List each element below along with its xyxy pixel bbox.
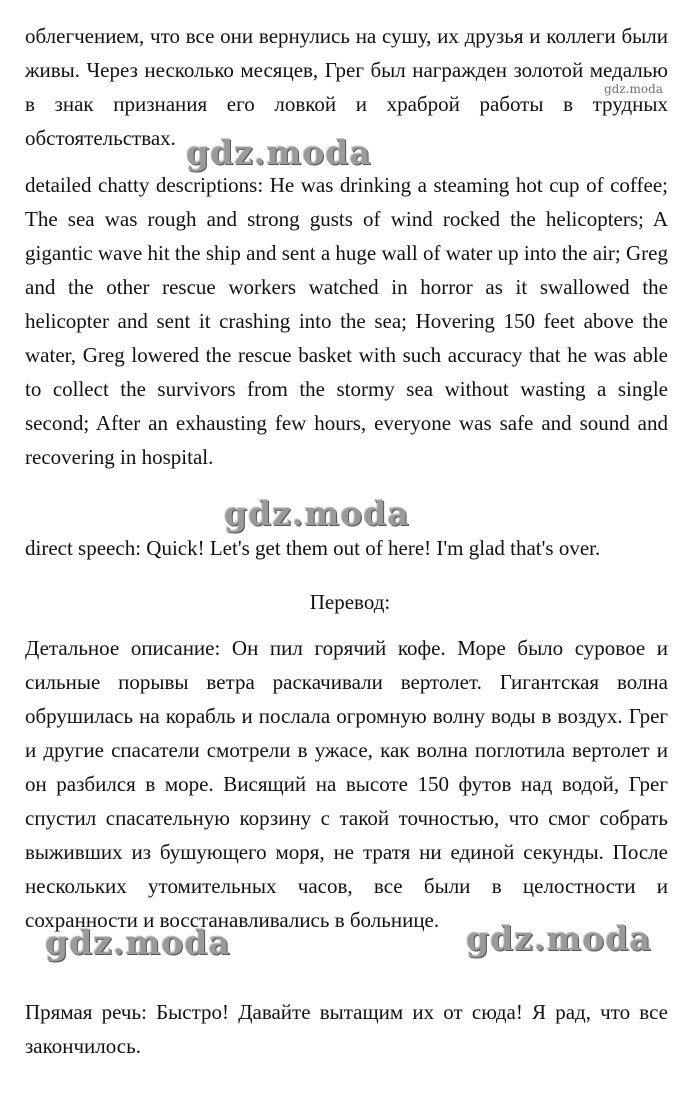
watermark-logo-3: gdz.moda bbox=[45, 923, 231, 962]
paragraph-detailed-descriptions: detailed chatty descriptions: He was drinking a steaming hot cup of coffee; The sea was rough and strong gusts of wind rocked the helicopters; A gigantic wave hit the ship and sent a huge wall of water up into the air; Greg and the other rescue workers watched in horror as it swallowed the helicopter and sent it crashing into the sea; Hovering 150 feet above the water, Greg lowered the rescue basket with such accuracy that he was able to collect the survivors from the stormy sea without wasting a single second; After an exhausting few hours, everyone was safe and sound and recovering in hospital. bbox=[25, 173, 668, 469]
watermark-small: gdz.moda bbox=[604, 82, 663, 96]
paragraph-russian-summary-end: облегчением, что все они вернулись на сушу, их друзья и коллеги были живы. Через несколько месяцев, Грег был награжден золотой медалью в знак признания его ловкой и храброй работы в трудных обстоятельствах. bbox=[25, 24, 668, 150]
paragraph-translation-direct-speech: Прямая речь: Быстро! Давайте вытащим их от сюда! Я рад, что все закончилось. bbox=[25, 1000, 668, 1058]
paragraph-translation-detailed: Детальное описание: Он пил горячий кофе. Море было суровое и сильные порывы ветра раскачивали вертолет. Гигантская волна обрушилась на корабль и послала огромную волну воды в воздух. Грег и другие спасатели смотрели в ужасе, как волна поглотила вертолет и он разбился в море. Висящий на высоте 150 футов над водой, Грег спустил спасательную корзину с такой точностью, что смог собрать выживших из бушующего моря, не тратя ни единой секунды. После нескольких утомительных часов, все были в целостности и сохранности и восстанавливались в больнице. bbox=[25, 636, 668, 932]
watermark-logo-1: gdz.moda bbox=[186, 133, 372, 172]
translation-heading: Перевод: bbox=[309, 590, 391, 614]
watermark-logo-2: gdz.moda bbox=[224, 494, 410, 533]
watermark-logo-4: gdz.moda bbox=[466, 919, 652, 958]
paragraph-direct-speech: direct speech: Quick! Let's get them out of here! I'm glad that's over. bbox=[25, 536, 601, 560]
